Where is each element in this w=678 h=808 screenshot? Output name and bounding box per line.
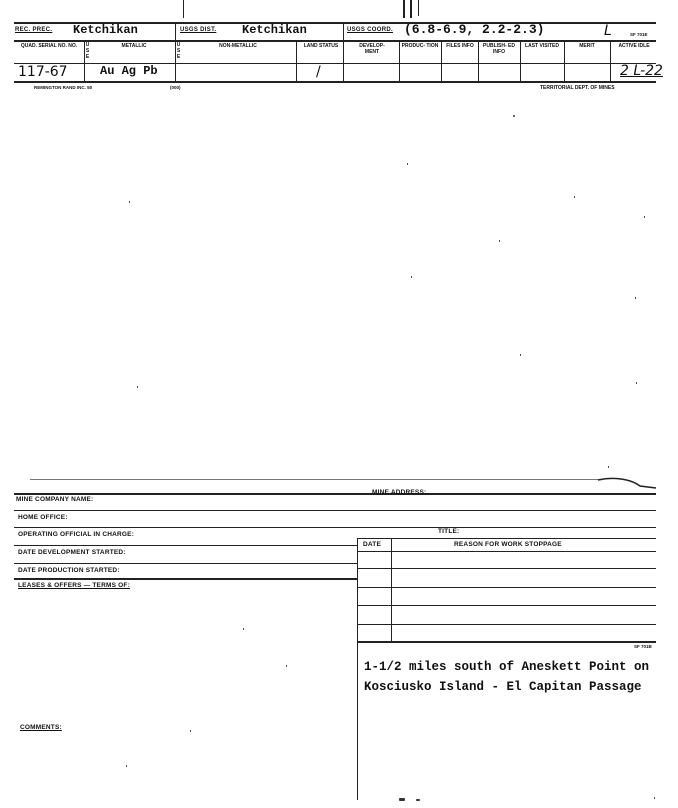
speck bbox=[190, 730, 191, 732]
rec-prec-label: REC. PREC. bbox=[15, 27, 53, 33]
mark-value: L bbox=[604, 23, 612, 39]
operating-official-label: OPERATING OFFICIAL IN CHARGE: bbox=[18, 531, 135, 538]
metallic-value: Au Ag Pb bbox=[100, 64, 158, 78]
rule bbox=[357, 624, 656, 625]
speck bbox=[137, 386, 138, 388]
speck bbox=[636, 382, 637, 384]
agency-name: TERRITORIAL DEPT. OF MINES bbox=[540, 85, 615, 91]
speck bbox=[286, 665, 287, 667]
land-status-value: / bbox=[316, 64, 321, 80]
rule bbox=[357, 641, 656, 643]
rule bbox=[357, 605, 656, 606]
use-header: U S E bbox=[85, 42, 90, 60]
speck bbox=[574, 196, 575, 198]
rule bbox=[14, 563, 357, 564]
reason-column-header: REASON FOR WORK STOPPAGE bbox=[454, 541, 562, 548]
speck bbox=[399, 798, 405, 801]
rule bbox=[14, 527, 656, 528]
development-header: DEVELOP- MENT bbox=[359, 43, 385, 55]
col-line bbox=[343, 22, 344, 81]
speck bbox=[499, 240, 500, 242]
col-line bbox=[520, 40, 521, 81]
speck bbox=[644, 216, 645, 218]
col-line bbox=[610, 40, 611, 81]
usgs-coord-label: USGS COORD. bbox=[347, 27, 393, 33]
non-metallic-header: NON-METALLIC bbox=[219, 43, 257, 49]
rule bbox=[357, 551, 656, 552]
home-office-label: HOME OFFICE: bbox=[18, 514, 68, 521]
col-line bbox=[357, 538, 358, 800]
quad-serial-header: QUAD. SERIAL NO. NO. bbox=[20, 43, 78, 49]
speck bbox=[654, 797, 655, 799]
title-label: TITLE: bbox=[438, 528, 460, 535]
location-line-1: 1-1/2 miles south of Aneskett Point on bbox=[364, 660, 650, 674]
rule bbox=[14, 40, 656, 42]
col-line bbox=[564, 40, 565, 81]
speck bbox=[126, 765, 127, 767]
rule bbox=[357, 587, 656, 588]
stub-line bbox=[183, 0, 184, 18]
published-info-header: PUBLISH- ED INFO bbox=[483, 43, 515, 55]
col-line bbox=[391, 538, 392, 641]
usgs-dist-value: Ketchikan bbox=[242, 23, 307, 37]
location-line-2: Kosciusko Island - El Capitan Passage bbox=[364, 680, 642, 694]
speck bbox=[513, 115, 515, 117]
speck bbox=[608, 466, 609, 468]
production-header: PRODUC- TION bbox=[401, 43, 439, 49]
usgs-dist-label: USGS DIST. bbox=[180, 27, 217, 33]
date-column-header: DATE bbox=[363, 541, 382, 548]
rule bbox=[357, 568, 656, 569]
speck bbox=[129, 201, 130, 203]
comments-label: COMMENTS: bbox=[20, 724, 62, 731]
speck bbox=[407, 163, 408, 165]
metallic-header: METALLIC bbox=[121, 43, 147, 49]
stub-line bbox=[410, 0, 412, 18]
rule bbox=[14, 81, 656, 83]
date-development-label: DATE DEVELOPMENT STARTED: bbox=[18, 549, 126, 556]
mine-address-label: MINE ADDRESS: bbox=[372, 489, 427, 496]
speck bbox=[635, 297, 636, 299]
use-header: U S E bbox=[176, 42, 181, 60]
date-production-label: DATE PRODUCTION STARTED: bbox=[18, 567, 120, 574]
speck bbox=[411, 276, 412, 278]
speck bbox=[243, 628, 244, 630]
printer-credit: REMINGTON RAND INC. 50 bbox=[34, 85, 93, 90]
rule bbox=[14, 493, 656, 495]
mine-company-name-label: MINE COMPANY NAME: bbox=[16, 496, 94, 503]
speck bbox=[416, 799, 420, 801]
land-status-header: LAND STATUS bbox=[303, 43, 339, 49]
col-line bbox=[399, 40, 400, 81]
usgs-coord-value: (6.8-6.9, 2.2-2.3) bbox=[404, 22, 545, 37]
rule bbox=[14, 510, 656, 511]
leases-label: LEASES & OFFERS — TERMS OF: bbox=[18, 582, 130, 589]
rec-prec-value: Ketchikan bbox=[73, 23, 138, 37]
active-idle-value: 2 L-22 bbox=[620, 63, 663, 79]
col-line bbox=[478, 40, 479, 81]
rule bbox=[14, 578, 357, 580]
merit-header: MERIT bbox=[579, 43, 595, 49]
last-visited-header: LAST VISITED bbox=[525, 43, 559, 49]
files-info-header: FILES INFO bbox=[446, 43, 474, 49]
stub-line bbox=[418, 0, 419, 16]
rule bbox=[357, 538, 656, 539]
col-line bbox=[296, 40, 297, 81]
printer-code: (000) bbox=[170, 85, 181, 90]
col-line bbox=[441, 40, 442, 81]
speck bbox=[520, 354, 521, 356]
card-edge bbox=[30, 479, 600, 480]
form-code: SF 701B bbox=[634, 644, 652, 649]
quad-serial-value: 117-67 bbox=[18, 64, 68, 80]
rule bbox=[14, 545, 357, 546]
active-idle-header: ACTIVE IDLE bbox=[618, 43, 650, 49]
form-code: SF 701E bbox=[630, 32, 648, 37]
stub-line bbox=[403, 0, 405, 18]
